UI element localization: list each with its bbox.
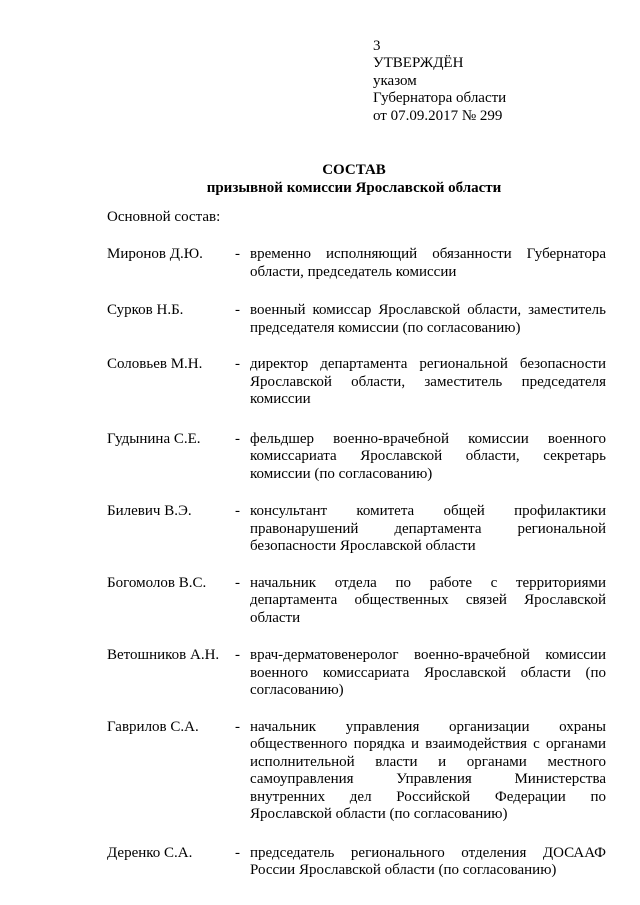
role-line: военный комиссар Ярославской области, заместитель [250, 302, 606, 318]
member-name: Сурков Н.Б. [107, 302, 184, 318]
role-line: области, председатель комиссии [250, 263, 457, 280]
role-line: временно исполняющий обязанности Губернатора [250, 246, 606, 262]
role-line: председатель регионального отделения ДОСААФ [250, 844, 606, 861]
role-line: правонарушений департамента региональной [250, 520, 606, 537]
role-line: согласованию) [250, 682, 344, 698]
role-line: области [250, 609, 301, 626]
role-line: самоуправления Управления Министерства [250, 771, 606, 787]
role-line: комиссии (по согласованию) [250, 465, 433, 482]
member-role [250, 302, 606, 337]
role-line: военного комиссариата Ярославской области (по [250, 664, 606, 681]
role-line: начальник управления организации охраны [250, 718, 606, 735]
role-line: России Ярославской области (по согласованию) [250, 862, 557, 878]
approval-line: Губернатора области [373, 90, 507, 106]
member-name: Ветошников А.Н. [107, 647, 220, 663]
role-line: Ярославской области (по согласованию) [250, 806, 508, 822]
member-entry [107, 356, 607, 409]
dash-separator: - [235, 503, 240, 519]
approval-line: УТВЕРЖДЁН [373, 55, 464, 71]
member-role [250, 647, 606, 700]
dash-separator: - [235, 302, 240, 318]
member-role [250, 719, 606, 824]
member-entry [107, 647, 607, 700]
member-name: Гудынина С.Е. [107, 430, 201, 447]
member-entry [107, 246, 607, 281]
approval-line: указом [373, 72, 417, 89]
page-number: 3 [373, 38, 381, 54]
title-line: СОСТАВ [322, 162, 386, 178]
dash-separator: - [235, 356, 240, 372]
role-line: Ярославской области, заместитель председателя [250, 373, 606, 390]
member-entry [107, 845, 607, 880]
role-line: общественного порядка и взаимодействия с органами [250, 736, 606, 752]
member-role [250, 503, 606, 556]
approval-block [373, 55, 506, 125]
role-line: внутренних дел Российской Федерации по [250, 788, 606, 805]
member-entry [107, 719, 607, 824]
member-name: Соловьев М.Н. [107, 356, 203, 372]
role-line: начальник отдела по работе с территориями [250, 574, 606, 591]
role-line: консультант комитета общей профилактики [250, 503, 606, 519]
role-line: безопасности Ярославской области [250, 538, 476, 554]
role-line: исполнительной власти и органами местного [250, 753, 606, 770]
member-role [250, 246, 606, 281]
dash-separator: - [235, 574, 240, 591]
role-line: комиссии [250, 391, 311, 407]
member-role [250, 356, 606, 409]
dash-separator: - [235, 844, 240, 861]
member-name: Богомолов В.С. [107, 574, 207, 591]
member-role [250, 431, 606, 484]
role-line: директор департамента региональной безопасности [250, 356, 606, 372]
member-name: Билевич В.Э. [107, 503, 192, 519]
member-name: Деренко С.А. [107, 844, 193, 861]
role-line: председателя комиссии (по согласованию) [250, 319, 521, 336]
member-entry [107, 431, 607, 484]
member-name: Миронов Д.Ю. [107, 246, 203, 262]
dash-separator: - [235, 647, 240, 663]
member-role [250, 845, 606, 880]
member-entry [107, 302, 607, 337]
approval-line: от 07.09.2017 № 299 [373, 107, 503, 124]
member-entry [107, 503, 607, 556]
role-line: фельдшер военно-врачебной комиссии военного [250, 430, 606, 447]
member-entry [107, 575, 607, 628]
dash-separator: - [235, 246, 240, 262]
section-label: Основной состав: [107, 209, 221, 225]
role-line: врач-дерматовенеролог военно-врачебной комиссии [250, 647, 606, 663]
dash-separator: - [235, 430, 240, 447]
members-list [107, 246, 607, 880]
title-line: призывной комиссии Ярославской области [206, 179, 502, 196]
member-role [250, 575, 606, 628]
dash-separator: - [235, 718, 240, 735]
role-line: департамента общественных связей Ярославской [250, 592, 606, 608]
member-name: Гаврилов С.А. [107, 718, 199, 735]
document-title [0, 162, 640, 197]
role-line: комиссариата Ярославской области, секретарь [250, 448, 606, 464]
